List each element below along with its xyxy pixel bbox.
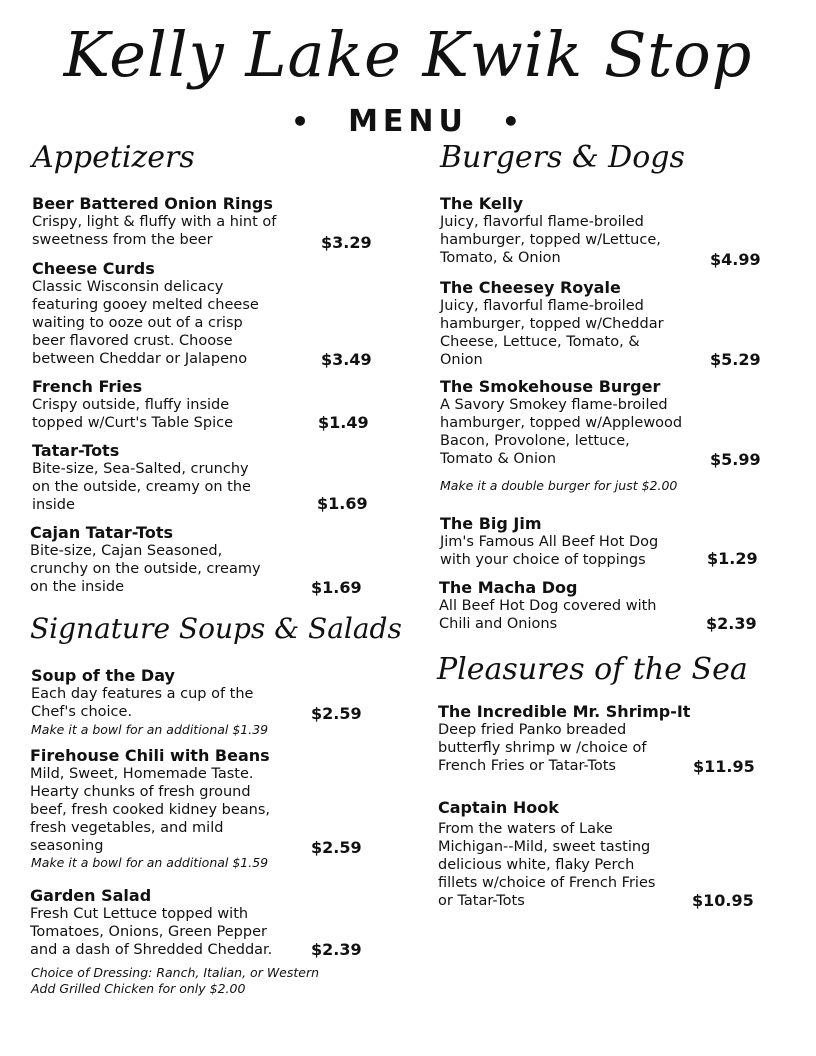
- item-name: French Fries: [32, 377, 143, 396]
- menu-item-firehouse-chili: [30, 746, 270, 855]
- item-name: The Smokehouse Burger: [440, 377, 661, 396]
- item-description: Crispy, light & fluffy with a hint of sweetness from the beer: [32, 214, 277, 248]
- item-description: Bite-size, Sea-Salted, crunchy on the outside, creamy on the inside: [32, 461, 251, 513]
- item-note: Make it a double burger for just $2.00: [440, 478, 678, 493]
- item-price: $2.39: [706, 614, 757, 633]
- item-description: Bite-size, Cajan Seasoned, crunchy on the outside, creamy on the inside: [30, 543, 261, 595]
- item-note: Choice of Dressing: Ranch, Italian, or Western Add Grilled Chicken for only $2.00: [31, 965, 320, 996]
- item-name: Captain Hook: [438, 798, 559, 817]
- menu-item-cheesey-royale: [440, 278, 664, 369]
- menu-item-macha-dog: [439, 578, 657, 633]
- item-description: Jim's Famous All Beef Hot Dog with your choice of toppings: [440, 534, 659, 568]
- menu-subtitle: [0, 104, 816, 139]
- item-name: Beer Battered Onion Rings: [32, 194, 273, 213]
- section-title-burgers-dogs: Burgers & Dogs: [440, 140, 685, 175]
- menu-item-cheese-curds: [32, 259, 259, 368]
- item-price: $5.99: [710, 450, 761, 469]
- item-description: Deep fried Panko breaded butterfly shrimp w /choice of French Fries or Tatar-Tots: [438, 722, 647, 774]
- menu-item-garden-salad: [30, 886, 272, 959]
- item-price: $5.29: [710, 350, 761, 369]
- item-name: Firehouse Chili with Beans: [30, 746, 270, 765]
- menu-item-tatar-tots: [32, 441, 251, 514]
- item-price: $1.29: [707, 549, 758, 568]
- item-description: Fresh Cut Lettuce topped with Tomatoes, Onions, Green Pepper and a dash of Shredded Cheddar.: [30, 906, 273, 958]
- item-price: $11.95: [693, 757, 755, 776]
- section-title-soups-salads: Signature Soups & Salads: [30, 612, 402, 645]
- menu-label: MENU: [348, 104, 468, 139]
- section-title-pleasures-of-the-sea: Pleasures of the Sea: [437, 652, 748, 687]
- item-name: Soup of the Day: [31, 666, 175, 685]
- restaurant-title: Kelly Lake Kwik Stop: [63, 18, 753, 91]
- item-name: The Big Jim: [440, 514, 542, 533]
- menu-item-smokehouse-burger: [440, 377, 682, 468]
- item-description: Mild, Sweet, Homemade Taste. Hearty chunks of fresh ground beef, fresh cooked kidney beans, fresh vegetables, and mild seasoning: [30, 766, 271, 854]
- menu-item-big-jim: [440, 514, 658, 569]
- item-price: $1.49: [318, 413, 369, 432]
- item-price: $3.49: [321, 350, 372, 369]
- menu-item-the-kelly: [440, 194, 661, 267]
- item-price: $4.99: [710, 250, 761, 269]
- item-description: All Beef Hot Dog covered with Chili and Onions: [439, 598, 657, 632]
- item-description: Each day features a cup of the Chef's choice.: [31, 686, 254, 720]
- item-description: From the waters of Lake Michigan--Mild, sweet tasting delicious white, flaky Perch fillets w/choice of French Fries or Tatar-Tots: [438, 821, 656, 909]
- item-name: The Cheesey Royale: [440, 278, 621, 297]
- bullet-right: •: [501, 105, 525, 138]
- bullet-left: •: [291, 105, 315, 138]
- item-description: Classic Wisconsin delicacy featuring gooey melted cheese waiting to ooze out of a crisp beer flavored crust. Choose between Cheddar or Jalapeno: [32, 279, 259, 367]
- item-description: Crispy outside, fluffy inside topped w/Curt's Table Spice: [32, 397, 233, 431]
- item-description: Juicy, flavorful flame-broiled hamburger, topped w/Lettuce, Tomato, & Onion: [440, 214, 661, 266]
- item-name: Tatar-Tots: [32, 441, 120, 460]
- item-price: $1.69: [317, 494, 368, 513]
- item-note: Make it a bowl for an additional $1.59: [31, 855, 269, 870]
- item-price: $2.59: [311, 704, 362, 723]
- item-price: $2.39: [311, 940, 362, 959]
- item-price: $1.69: [311, 578, 362, 597]
- menu-item-soup-of-the-day: [31, 666, 253, 721]
- item-name: The Incredible Mr. Shrimp-It: [438, 702, 691, 721]
- item-description: A Savory Smokey flame-broiled hamburger, topped w/Applewood Bacon, Provolone, lettuce, Tomato & Onion: [440, 397, 683, 467]
- menu-item-cajan-tatar-tots: [30, 523, 261, 596]
- item-name: The Macha Dog: [439, 578, 578, 597]
- item-price: $2.59: [311, 838, 362, 857]
- item-name: Cheese Curds: [32, 259, 155, 278]
- item-note: Make it a bowl for an additional $1.39: [31, 722, 269, 737]
- item-description: Juicy, flavorful flame-broiled hamburger, topped w/Cheddar Cheese, Lettuce, Tomato, & Onion: [440, 298, 664, 368]
- item-name: Garden Salad: [30, 886, 152, 905]
- menu-item-mr-shrimp-it: [438, 702, 690, 775]
- menu-item-onion-rings: [32, 194, 276, 249]
- menu-item-captain-hook: [438, 798, 655, 910]
- item-price: $3.29: [321, 233, 372, 252]
- section-title-appetizers: Appetizers: [32, 140, 195, 175]
- item-price: $10.95: [692, 891, 754, 910]
- item-name: The Kelly: [440, 194, 524, 213]
- item-name: Cajan Tatar-Tots: [30, 523, 174, 542]
- menu-item-french-fries: [32, 377, 233, 432]
